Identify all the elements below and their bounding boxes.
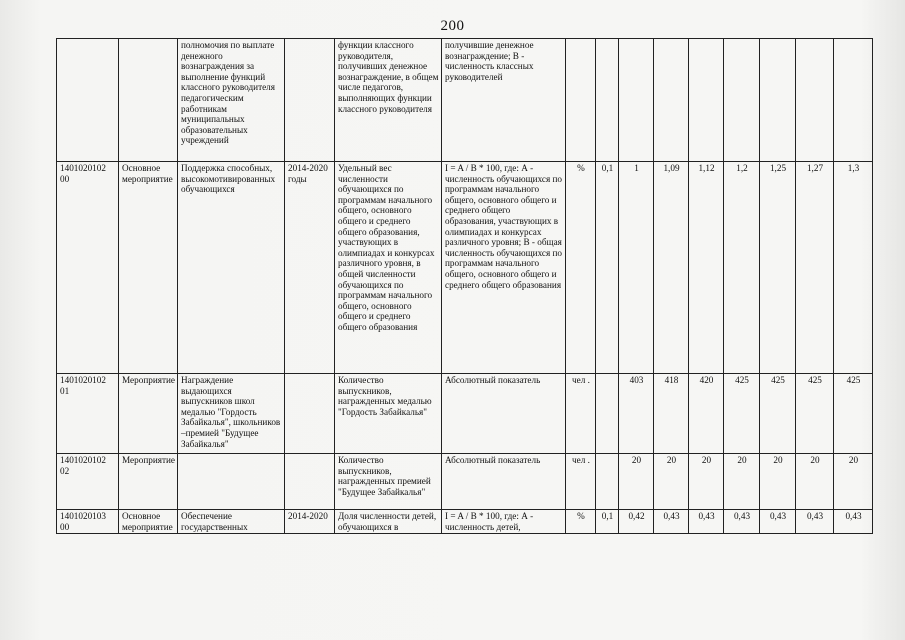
row-type: Мероприятие	[119, 374, 178, 454]
row-name	[178, 454, 285, 510]
row-period: 2014-2020 годы	[285, 162, 335, 374]
row-type: Основное мероприятие	[119, 162, 178, 374]
row-indicator: Количество выпускников, награжденных премией "Будущее Забайкалья"	[335, 454, 442, 510]
row-unit: чел .	[566, 374, 596, 454]
program-indicators-table	[56, 38, 873, 534]
row-indicator: Доля численности детей, обучающихся в	[335, 510, 442, 534]
row-value: 0,43	[834, 510, 873, 534]
row-value: 20	[760, 454, 796, 510]
row-value	[596, 374, 619, 454]
row-value: 1,12	[689, 162, 724, 374]
row-value: 1,09	[654, 162, 689, 374]
page-number: 200	[440, 18, 465, 34]
row-value: 0,1	[596, 162, 619, 374]
row-value	[760, 39, 796, 162]
row-value: 1,3	[834, 162, 873, 374]
table-row	[57, 454, 873, 510]
row-value	[724, 39, 760, 162]
row-formula: Абсолютный показатель	[442, 374, 566, 454]
row-formula: I = A / B * 100, где: А - численность детей,	[442, 510, 566, 534]
row-period	[285, 39, 335, 162]
row-value: 1,2	[724, 162, 760, 374]
row-value: 20	[654, 454, 689, 510]
row-code: 1401020102 00	[57, 162, 119, 374]
row-value: 418	[654, 374, 689, 454]
row-type: Мероприятие	[119, 454, 178, 510]
row-value: 403	[619, 374, 654, 454]
row-value	[689, 39, 724, 162]
table-row	[57, 162, 873, 374]
row-value	[596, 454, 619, 510]
row-value: 20	[619, 454, 654, 510]
row-type	[119, 39, 178, 162]
row-unit: чел .	[566, 454, 596, 510]
row-name: Награждение выдающихся выпускников школ медалью "Гордость Забайкалья", школьников –премией "Будущее Забайкалья"	[178, 374, 285, 454]
row-name: Поддержка способных, высокомотивированных обучающихся	[178, 162, 285, 374]
row-value: 0,43	[689, 510, 724, 534]
row-period	[285, 374, 335, 454]
row-value: 0,43	[760, 510, 796, 534]
row-value: 20	[724, 454, 760, 510]
row-value: 1	[619, 162, 654, 374]
row-value	[654, 39, 689, 162]
row-formula: Абсолютный показатель	[442, 454, 566, 510]
row-code	[57, 39, 119, 162]
row-formula: I = A / B * 100, где: А - численность обучающихся по программам начального общего, основного общего и среднего общего образования, участвующих в олимпиадах и конкурсах различного уровня; В - общая численность обучающихся по программам начального общего, основного общего и среднего общего образования	[442, 162, 566, 374]
row-indicator: функции классного руководителя, получивших денежное вознаграждение, в общем числе педагогов, выполняющих функции классного руководителя	[335, 39, 442, 162]
row-value: 20	[834, 454, 873, 510]
row-value	[596, 39, 619, 162]
row-value: 425	[724, 374, 760, 454]
row-name: полномочия по выплате денежного вознаграждения за выполнение функций классного руководителя педагогическим работникам муниципальных образовательных учреждений	[178, 39, 285, 162]
row-value	[796, 39, 834, 162]
table-row	[57, 510, 873, 534]
row-value: 1,25	[760, 162, 796, 374]
row-name: Обеспечение государственных	[178, 510, 285, 534]
row-value: 0,42	[619, 510, 654, 534]
row-value	[619, 39, 654, 162]
row-period: 2014-2020	[285, 510, 335, 534]
row-unit: %	[566, 510, 596, 534]
row-unit	[566, 39, 596, 162]
row-value: 0,1	[596, 510, 619, 534]
row-period	[285, 454, 335, 510]
row-code: 1401020102 01	[57, 374, 119, 454]
row-unit: %	[566, 162, 596, 374]
row-value: 0,43	[654, 510, 689, 534]
row-indicator: Количество выпускников, награжденных медалью "Гордость Забайкалья"	[335, 374, 442, 454]
row-value: 0,43	[796, 510, 834, 534]
row-value: 0,43	[724, 510, 760, 534]
row-value	[834, 39, 873, 162]
row-indicator: Удельный вес численности обучающихся по программам начального общего, основного общего и среднего общего образования, участвующих в олимпиадах и конкурсах различного уровня, в общей численности обучающихся по программам начального общего, основного общего и среднего общего образования	[335, 162, 442, 374]
row-type: Основное мероприятие	[119, 510, 178, 534]
row-value: 425	[796, 374, 834, 454]
table-row	[57, 39, 873, 162]
row-value: 20	[689, 454, 724, 510]
row-value: 20	[796, 454, 834, 510]
row-value: 425	[834, 374, 873, 454]
row-value: 1,27	[796, 162, 834, 374]
row-formula: получившие денежное вознаграждение; В - численность классных руководителей	[442, 39, 566, 162]
row-value: 425	[760, 374, 796, 454]
row-value: 420	[689, 374, 724, 454]
row-code: 1401020103 00	[57, 510, 119, 534]
table-row	[57, 374, 873, 454]
row-code: 1401020102 02	[57, 454, 119, 510]
